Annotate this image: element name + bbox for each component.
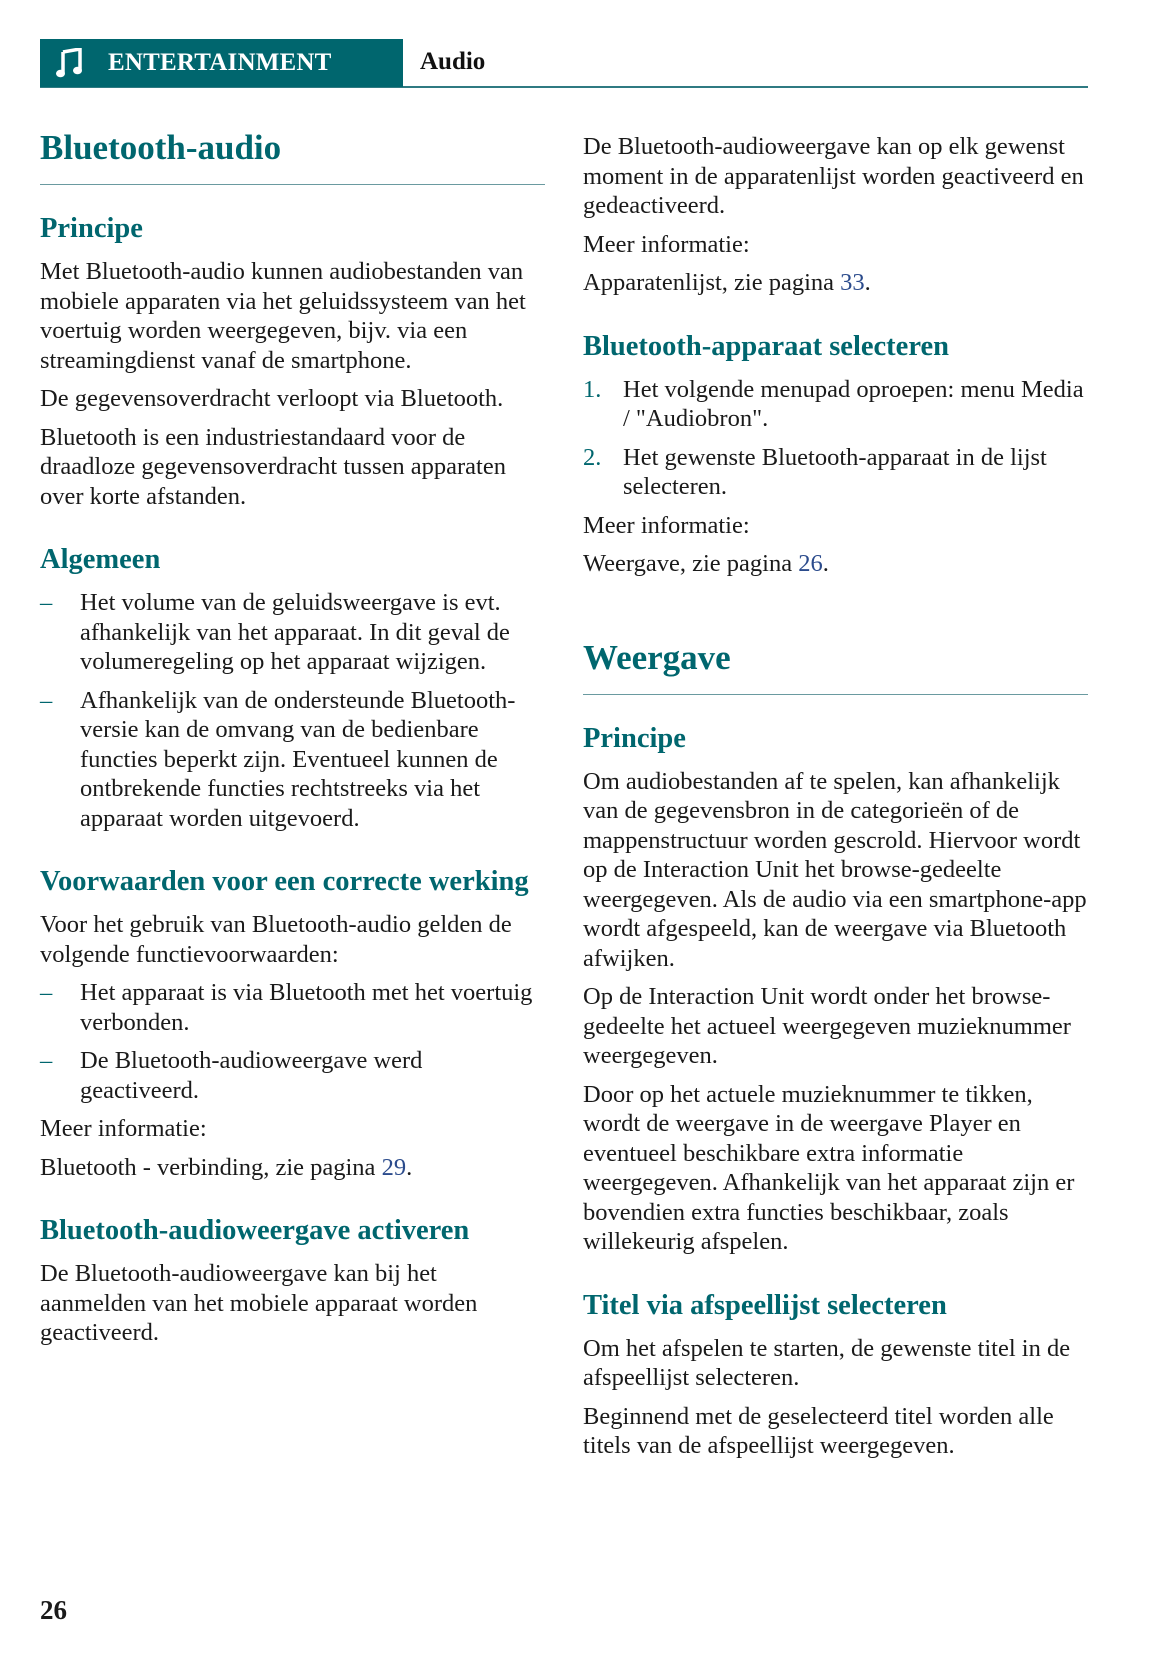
- dash-bullet: –: [40, 589, 53, 616]
- paragraph: De Bluetooth-audioweergave kan op elk gewenst moment in de apparatenlijst worden geactiveerd en gedeactiveerd.: [583, 133, 1084, 219]
- heading-titel-selecteren: Titel via afspeellijst selecteren: [583, 1289, 947, 1321]
- step-item: 1. Het volgende menupad oproepen: menu Media / "Audiobron".: [583, 375, 1084, 432]
- heading-bluetooth-audio: Bluetooth-audio: [40, 128, 545, 185]
- heading-algemeen: Algemeen: [40, 544, 161, 575]
- bullet-list: [40, 588, 545, 833]
- paragraph: Met Bluetooth-audio kunnen audiobestanden van mobiele apparaten via het geluidssysteem van het voertuig worden weergegeven, bijv. via een streamingdienst vanaf de smartphone.: [40, 258, 526, 374]
- heading-principe: Principe: [40, 213, 143, 244]
- paragraph: Door op het actuele muzieknummer te tikken, wordt de weergave in de weergave Player en eventueel beschikbare extra informatie weergegeven. Afhankelijk van het apparaat zijn er bovendien extra functies beschikbaar, zoals willekeurig afspelen.: [583, 1080, 1075, 1255]
- heading-selecteren: Bluetooth-apparaat selecteren: [583, 330, 949, 362]
- more-info-label: Meer informatie:: [583, 230, 750, 258]
- section-title: ENTERTAINMENT: [108, 49, 332, 76]
- cross-reference: Apparatenlijst, zie pagina 33.: [583, 269, 871, 296]
- list-item: – Afhankelijk van de ondersteunde Bluetooth-versie kan de omvang van de bedienbare functies beperkt zijn. Eventueel kunnen de ontbrekende functies rechtstreeks via het apparaat worden uitgevoerd.: [40, 686, 516, 832]
- page-link[interactable]: 29: [381, 1153, 407, 1181]
- bullet-list: [40, 978, 545, 1105]
- more-info-label: Meer informatie:: [583, 511, 750, 539]
- section-band: [40, 39, 403, 87]
- more-info-label: Meer informatie:: [40, 1115, 207, 1142]
- subsection-title: Audio: [420, 48, 486, 75]
- page-number: 26: [40, 1595, 67, 1625]
- cross-reference: Bluetooth - verbinding, zie pagina 29.: [40, 1153, 413, 1181]
- step-item: 2. Het gewenste Bluetooth-apparaat in de lijst selecteren.: [583, 443, 1047, 500]
- paragraph: Beginnend met de geselecteerd titel worden alle titels van de afspeellijst weergegeven.: [583, 1402, 1054, 1459]
- dash-bullet: –: [40, 1047, 53, 1074]
- paragraph: De gegevensoverdracht verloopt via Bluetooth.: [40, 385, 504, 412]
- left-column: [40, 128, 545, 1357]
- paragraph: Bluetooth is een industriestandaard voor de draadloze gegevensoverdracht tussen apparaten over korte afstanden.: [40, 423, 506, 510]
- heading-voorwaarden: Voorwaarden voor een correcte werking: [40, 866, 529, 897]
- paragraph: Om het afspelen te starten, de gewenste titel in de afspeellijst selecteren.: [583, 1334, 1071, 1391]
- dash-bullet: –: [40, 686, 53, 714]
- page-link[interactable]: 33: [840, 269, 865, 296]
- heading-weergave: Weergave: [583, 638, 1088, 695]
- paragraph: Voor het gebruik van Bluetooth-audio gelden de volgende functievoorwaarden:: [40, 911, 512, 968]
- heading-activeren: Bluetooth-audioweergave activeren: [40, 1215, 470, 1246]
- steps-list: [583, 375, 1088, 502]
- dash-bullet: –: [40, 979, 53, 1006]
- list-item: – De Bluetooth-audioweergave werd geactiveerd.: [40, 1047, 423, 1104]
- page-header: [40, 39, 1088, 88]
- music-note-icon: [56, 48, 82, 78]
- list-item: – Het apparaat is via Bluetooth met het voertuig verbonden.: [40, 979, 533, 1036]
- paragraph: Om audiobestanden af te spelen, kan afhankelijk van de gegevensbron in de categorieën of de mappenstructuur worden gescrold. Hiervoor wordt op de Interaction Unit het browse-gedeelte weergegeven. Als de audio via een smartphone-app wordt afgespeeld, kan de weergave via Bluetooth afwijken.: [583, 767, 1087, 972]
- list-item: – Het volume van de geluidsweergave is evt. afhankelijk van het apparaat. In dit geval de volumeregeling op het apparaat wijzigen.: [40, 589, 510, 675]
- paragraph: Op de Interaction Unit wordt onder het browse-gedeelte het actueel weergegeven muzieknummer weergegeven.: [583, 983, 1071, 1069]
- right-column: [583, 132, 1088, 1470]
- paragraph: De Bluetooth-audioweergave kan bij het aanmelden van het mobiele apparaat worden geactiveerd.: [40, 1260, 478, 1346]
- page-link[interactable]: 26: [798, 550, 823, 577]
- cross-reference: Weergave, zie pagina 26.: [583, 550, 829, 577]
- heading-principe: Principe: [583, 722, 686, 754]
